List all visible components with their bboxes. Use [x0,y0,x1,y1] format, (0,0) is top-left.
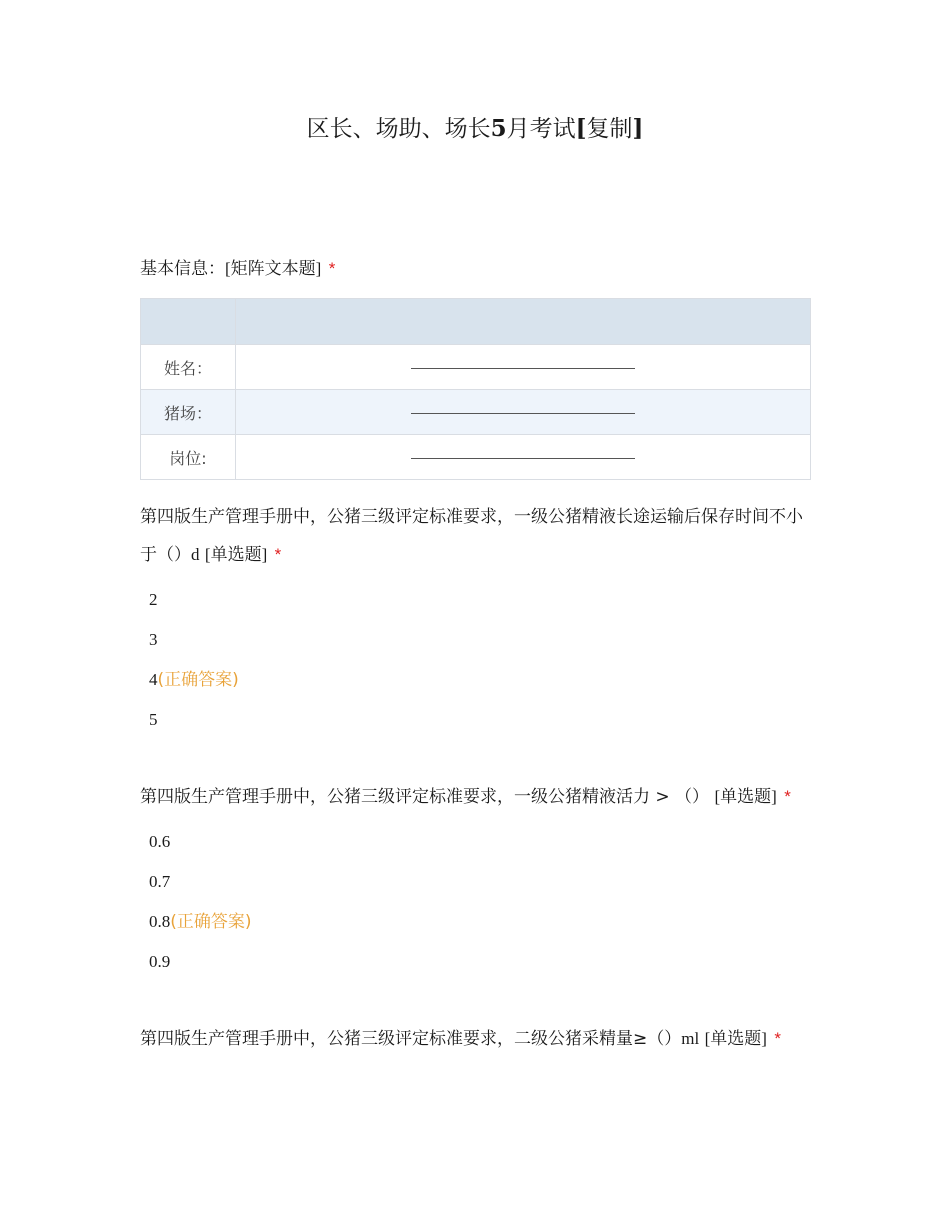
question-3 [140,1020,811,1058]
spacer [140,982,811,1020]
blank-line [411,444,635,459]
correct-answer-tag: (正确答案) [157,670,239,690]
option-text: 5 [149,710,158,729]
question-title [140,1020,811,1058]
name-input-blank[interactable] [236,345,811,390]
basic-info-label: 基本信息： [140,259,225,279]
required-mark: * [328,259,336,278]
correct-answer-tag: (正确答案) [170,912,252,932]
matrix-row-label: 姓名： [141,345,236,390]
title-mid: 月考试 [506,116,576,142]
position-input-blank[interactable] [236,435,811,480]
option-list [140,822,811,982]
matrix-row-name [141,345,811,390]
title-bracket-open: [ [575,115,587,142]
question-2 [140,778,811,982]
option-item[interactable] [149,660,811,700]
option-item[interactable] [149,862,811,902]
matrix-header-cell [141,299,236,345]
matrix-row-farm [141,390,811,435]
required-mark: * [774,1029,781,1048]
option-item[interactable] [149,902,811,942]
option-text: 0.9 [149,952,171,971]
question-title [140,498,811,574]
title-month-number: 5 [490,115,507,142]
option-item[interactable] [149,822,811,862]
matrix-row-label: 岗位: [141,435,236,480]
question-text: 第四版生产管理手册中，公猪三级评定标准要求，二级公猪采精量≥（） [140,1029,682,1049]
title-copy-tag: 复制 [586,116,633,142]
spacer [140,740,811,778]
matrix-header-row [141,299,811,345]
question-text: 第四版生产管理手册中，公猪三级评定标准要求，一级公猪精液长途运输后保存时间不小于（） [140,507,803,565]
blank-line [411,354,635,369]
page-title [0,110,950,143]
basic-info-title [140,250,811,288]
option-text: 4 [149,670,158,689]
option-item[interactable] [149,620,811,660]
option-text: 0.8 [149,912,171,931]
option-text: 2 [149,590,158,609]
option-item[interactable] [149,580,811,620]
required-mark: * [274,545,282,564]
question-unit: d [191,545,200,564]
farm-input-blank[interactable] [236,390,811,435]
matrix-row-label: 猪场： [141,390,236,435]
basic-info-type: [矩阵文本题] [225,259,322,278]
basic-info-matrix [140,298,811,480]
matrix-header-cell [236,299,811,345]
question-type: [单选题] [704,1029,767,1048]
title-prefix: 区长、场助、场长 [306,116,491,142]
option-item[interactable] [149,700,811,740]
option-text: 0.6 [149,832,171,851]
survey-content [140,250,811,1058]
required-mark: * [784,787,791,806]
blank-line [411,399,635,414]
option-text: 3 [149,630,158,649]
matrix-row-position [141,435,811,480]
question-unit: ml [681,1029,700,1048]
question-type: [单选题] [204,545,268,564]
option-text: 0.7 [149,872,171,891]
option-list [140,580,811,740]
question-1 [140,498,811,740]
question-text: 第四版生产管理手册中，公猪三级评定标准要求，一级公猪精液活力 > （） [140,787,710,807]
question-type: [单选题] [714,787,777,806]
title-bracket-close: ] [632,115,644,142]
question-title [140,778,811,816]
option-item[interactable] [149,942,811,982]
